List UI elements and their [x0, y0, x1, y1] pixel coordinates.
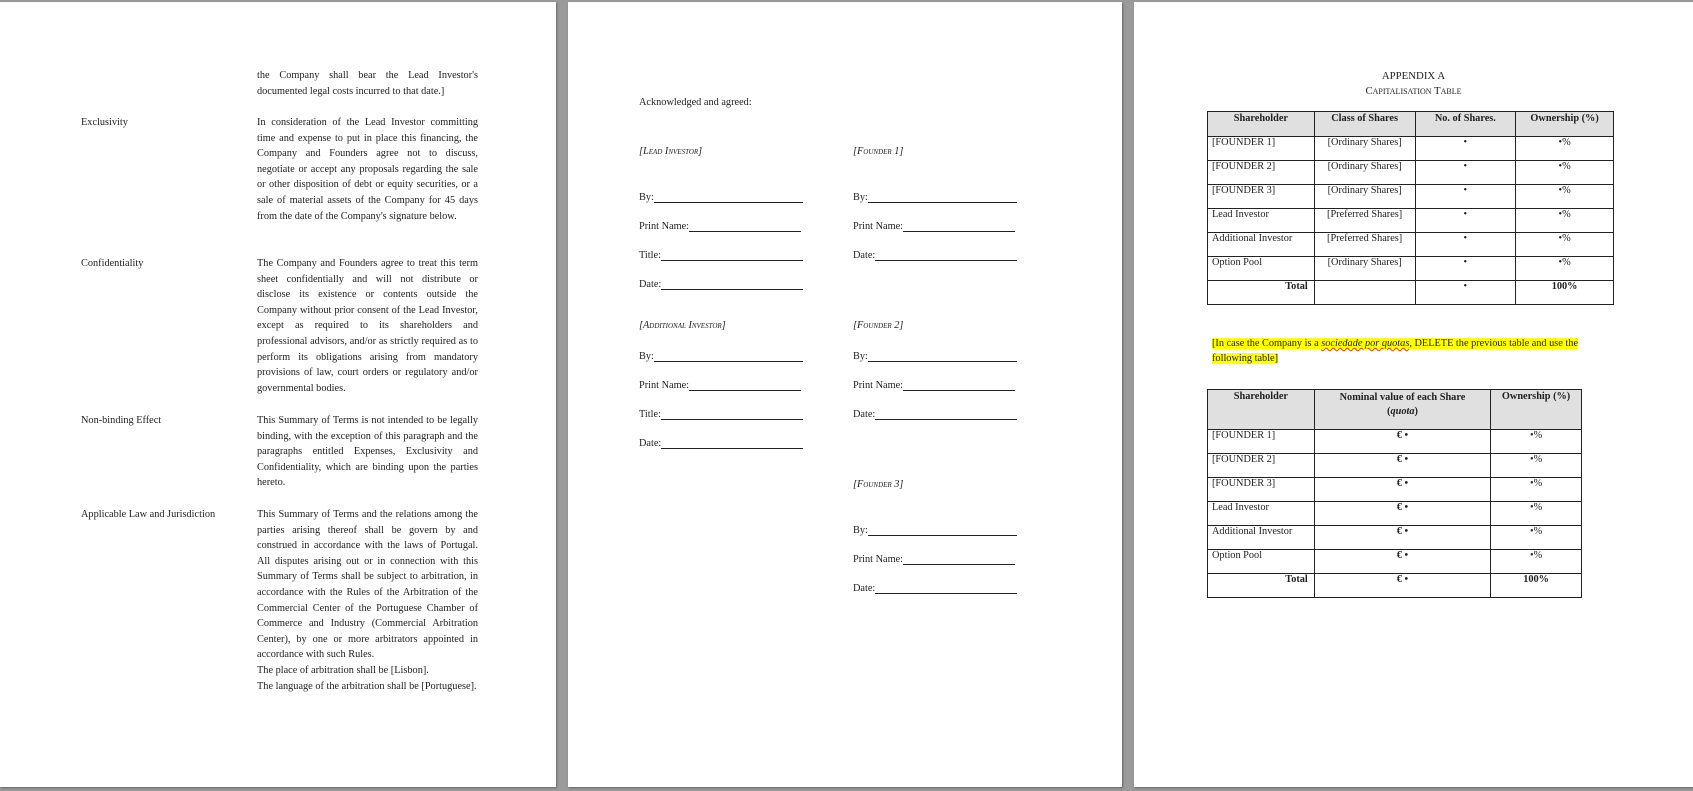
cell-total-ownership: 100%	[1516, 281, 1614, 305]
cell-ownership: •%	[1516, 137, 1614, 161]
table-row	[1208, 257, 1614, 281]
field-label: Date:	[853, 409, 876, 420]
cell-nominal: € •	[1314, 526, 1490, 550]
term-heading-applicable-law: Applicable Law and Jurisdiction	[81, 509, 216, 520]
cell-class: [Preferred Shares]	[1314, 233, 1415, 257]
signature-by-line[interactable]	[639, 191, 803, 203]
blank-line	[875, 582, 1017, 594]
field-label: By:	[853, 525, 868, 536]
cell-ownership: •%	[1516, 233, 1614, 257]
column-header: No. of Shares.	[1415, 112, 1516, 137]
signature-print-name-line[interactable]	[853, 379, 1015, 391]
column-header: Shareholder	[1208, 112, 1315, 137]
appendix-subtitle: Capitalisation Table	[1365, 85, 1462, 97]
term-body-confidentiality	[257, 256, 478, 396]
term-heading-non-binding: Non-binding Effect	[81, 415, 162, 426]
party-name: Founder 2	[857, 320, 900, 331]
cell-shareholder: Option Pool	[1208, 257, 1315, 281]
signature-date-line[interactable]	[639, 278, 803, 290]
blank-line	[661, 408, 803, 420]
cell-shareholder: Lead Investor	[1208, 209, 1315, 233]
acknowledged-label: Acknowledged and agreed:	[639, 97, 752, 108]
column-header: Ownership (%)	[1491, 390, 1582, 430]
table-row	[1208, 430, 1582, 454]
term-heading-exclusivity: Exclusivity	[81, 117, 128, 128]
cell-shares: •	[1415, 161, 1516, 185]
cell-ownership: •%	[1491, 550, 1582, 574]
cell-empty	[1314, 281, 1415, 305]
column-header: Ownership (%)	[1516, 112, 1614, 137]
blank-line	[903, 379, 1015, 391]
cell-shares: •	[1415, 137, 1516, 161]
party-name: Founder 3	[857, 479, 900, 490]
cell-class: [Preferred Shares]	[1314, 209, 1415, 233]
table-header-row	[1208, 390, 1582, 430]
blank-line	[868, 191, 1017, 203]
blank-line	[903, 220, 1015, 232]
blank-line	[661, 437, 803, 449]
cell-total-label: Total	[1208, 281, 1315, 305]
signature-print-name-line[interactable]	[639, 379, 801, 391]
blank-line	[689, 220, 801, 232]
document-page-1	[0, 2, 556, 787]
field-label: Date:	[639, 279, 662, 290]
field-label: Date:	[853, 583, 876, 594]
cell-nominal: € •	[1314, 430, 1490, 454]
cell-shareholder: Option Pool	[1208, 550, 1315, 574]
document-page-2	[568, 2, 1122, 787]
field-label: By:	[639, 351, 654, 362]
party-founder-1: [Founder 1]	[853, 146, 904, 157]
quota-capitalisation-table	[1207, 389, 1582, 598]
cell-class: [Ordinary Shares]	[1314, 185, 1415, 209]
intro-paragraph: the Company shall bear the Lead Investor's documented legal costs incurred to that date.]	[257, 70, 478, 97]
table-row	[1208, 137, 1614, 161]
blank-line	[661, 278, 803, 290]
cell-shareholder: [FOUNDER 1]	[1208, 430, 1315, 454]
cell-shareholder: [FOUNDER 2]	[1208, 161, 1315, 185]
instruction-note	[1212, 336, 1582, 366]
cell-shareholder: Lead Investor	[1208, 502, 1315, 526]
cell-shares: •	[1415, 257, 1516, 281]
signature-by-line[interactable]	[853, 524, 1017, 536]
column-header: Class of Shares	[1314, 112, 1415, 137]
signature-by-line[interactable]	[853, 191, 1017, 203]
table-row	[1208, 185, 1614, 209]
cell-ownership: •%	[1516, 185, 1614, 209]
term-body-non-binding	[257, 413, 478, 491]
table-row	[1208, 233, 1614, 257]
term-body-applicable-law	[257, 507, 478, 694]
signature-date-line[interactable]	[853, 249, 1017, 261]
cell-shares: •	[1415, 185, 1516, 209]
field-label: Date:	[639, 438, 662, 449]
cell-ownership: •%	[1491, 478, 1582, 502]
party-founder-3: [Founder 3]	[853, 479, 904, 490]
field-label: Print Name:	[853, 554, 904, 565]
field-label: Print Name:	[853, 380, 904, 391]
note-text: , DELETE the previous table and use the following table]	[1212, 338, 1579, 364]
cell-total-label: Total	[1208, 574, 1315, 598]
table-row	[1208, 161, 1614, 185]
party-founder-2: [Founder 2]	[853, 320, 904, 331]
capitalisation-table	[1207, 111, 1614, 305]
appendix-heading	[1134, 69, 1693, 99]
cell-ownership: •%	[1516, 161, 1614, 185]
table-total-row	[1208, 281, 1614, 305]
cell-shareholder: Additional Investor	[1208, 233, 1315, 257]
cell-class: [Ordinary Shares]	[1314, 137, 1415, 161]
cell-ownership: •%	[1516, 209, 1614, 233]
header-italic: quota	[1390, 406, 1415, 417]
field-label: Title:	[639, 409, 661, 420]
field-label: By:	[853, 192, 868, 203]
field-label: Print Name:	[639, 221, 690, 232]
signature-by-line[interactable]	[853, 350, 1017, 362]
cell-nominal: € •	[1314, 550, 1490, 574]
table-row	[1208, 209, 1614, 233]
table-total-row	[1208, 574, 1582, 598]
party-lead-investor: [Lead Investor]	[639, 146, 703, 157]
term-heading-confidentiality: Confidentiality	[81, 258, 144, 269]
signature-date-line[interactable]	[853, 582, 1017, 594]
term-paragraph: This Summary of Terms and the relations among the parties arising thereof shall be govern by and construed in accordance with the laws of Portugal. All disputes arising out or in connection with this Summary of Terms shall be subject to arbitration, in accordance with the Rules of the Arbitration of the Commercial Center of the Portuguese Chamber of Commerce and Industry (Commercial Arbitration Center), by one or more arbitrators appointed in accordance with such Rules.	[257, 509, 478, 661]
signature-print-name-line[interactable]	[639, 220, 801, 232]
blank-line	[868, 524, 1017, 536]
table-row	[1208, 454, 1582, 478]
note-italic: sociedade por quotas	[1321, 338, 1410, 349]
field-label: By:	[639, 192, 654, 203]
signature-print-name-line[interactable]	[853, 553, 1015, 565]
cell-total-ownership: 100%	[1491, 574, 1582, 598]
blank-line	[661, 249, 803, 261]
cell-shareholder: [FOUNDER 1]	[1208, 137, 1315, 161]
term-body-exclusivity	[257, 115, 478, 224]
signature-print-name-line[interactable]	[853, 220, 1015, 232]
party-name: Founder 1	[857, 146, 900, 157]
field-label: By:	[853, 351, 868, 362]
table-header-row	[1208, 112, 1614, 137]
blank-line	[875, 249, 1017, 261]
blank-line	[903, 553, 1015, 565]
signature-by-line[interactable]	[639, 350, 803, 362]
blank-line	[654, 350, 803, 362]
appendix-title: APPENDIX A	[1381, 70, 1446, 82]
header-line: Nominal value of each Share	[1339, 392, 1466, 403]
blank-line	[654, 191, 803, 203]
cell-total-shares: •	[1415, 281, 1516, 305]
term-paragraph: The place of arbitration shall be [Lisbon].	[257, 664, 429, 676]
table-row	[1208, 526, 1582, 550]
field-label: Print Name:	[853, 221, 904, 232]
term-paragraph: The language of the arbitration shall be [Portuguese].	[257, 680, 477, 692]
party-name: Lead Investor	[643, 146, 699, 157]
cell-shareholder: [FOUNDER 3]	[1208, 478, 1315, 502]
cell-shareholder: [FOUNDER 2]	[1208, 454, 1315, 478]
cell-class: [Ordinary Shares]	[1314, 161, 1415, 185]
blank-line	[689, 379, 801, 391]
party-additional-investor: [Additional Investor]	[639, 320, 726, 331]
cell-ownership: •%	[1516, 257, 1614, 281]
column-header: Shareholder	[1208, 390, 1315, 430]
signature-date-line[interactable]	[853, 408, 1017, 420]
cell-class: [Ordinary Shares]	[1314, 257, 1415, 281]
column-header: Nominal value of each Share (quota)	[1314, 390, 1490, 430]
cell-ownership: •%	[1491, 430, 1582, 454]
signature-date-line[interactable]	[639, 437, 803, 449]
cell-shareholder: Additional Investor	[1208, 526, 1315, 550]
blank-line	[875, 408, 1017, 420]
term-paragraph: The Company and Founders agree to treat this term sheet confidentially and will not distribute or disclose its existence or contents outside the Company without prior consent of the Lead Investor, except as required to its shareholders and professional advisors, and/or as strictly required as to perform its obligations arising from mandatory provisions of law, court orders or regulatory and/or governmental bodies.	[257, 258, 478, 394]
field-label: Print Name:	[639, 380, 690, 391]
table-row	[1208, 550, 1582, 574]
party-name: Additional Investor	[643, 320, 722, 331]
cell-shares: •	[1415, 233, 1516, 257]
signature-title-line[interactable]	[639, 249, 803, 261]
cell-shares: •	[1415, 209, 1516, 233]
field-label: Title:	[639, 250, 661, 261]
table-row	[1208, 478, 1582, 502]
cell-nominal: € •	[1314, 454, 1490, 478]
cell-nominal: € •	[1314, 478, 1490, 502]
cell-ownership: •%	[1491, 454, 1582, 478]
cell-total-nominal: € •	[1314, 574, 1490, 598]
field-label: Date:	[853, 250, 876, 261]
term-paragraph: This Summary of Terms is not intended to be legally binding, with the exception of this paragraph and the paragraphs entitled Expenses, Exclusivity and Confidentiality, which are binding upon the parties hereto.	[257, 415, 478, 489]
cell-shareholder: [FOUNDER 3]	[1208, 185, 1315, 209]
table-row	[1208, 502, 1582, 526]
blank-line	[868, 350, 1017, 362]
note-text: [In case the Company is a	[1212, 338, 1322, 349]
document-page-3	[1134, 2, 1693, 787]
cell-ownership: •%	[1491, 526, 1582, 550]
cell-nominal: € •	[1314, 502, 1490, 526]
signature-title-line[interactable]	[639, 408, 803, 420]
cell-ownership: •%	[1491, 502, 1582, 526]
term-paragraph: In consideration of the Lead Investor committing time and expense to put in place this financing, the Company and Founders agree not to discuss, negotiate or accept any proposals regarding the sale or other disposition of debt or equity securities, or a sale of material assets of the Company for 45 days from the date of the Company's signature below.	[257, 117, 478, 222]
